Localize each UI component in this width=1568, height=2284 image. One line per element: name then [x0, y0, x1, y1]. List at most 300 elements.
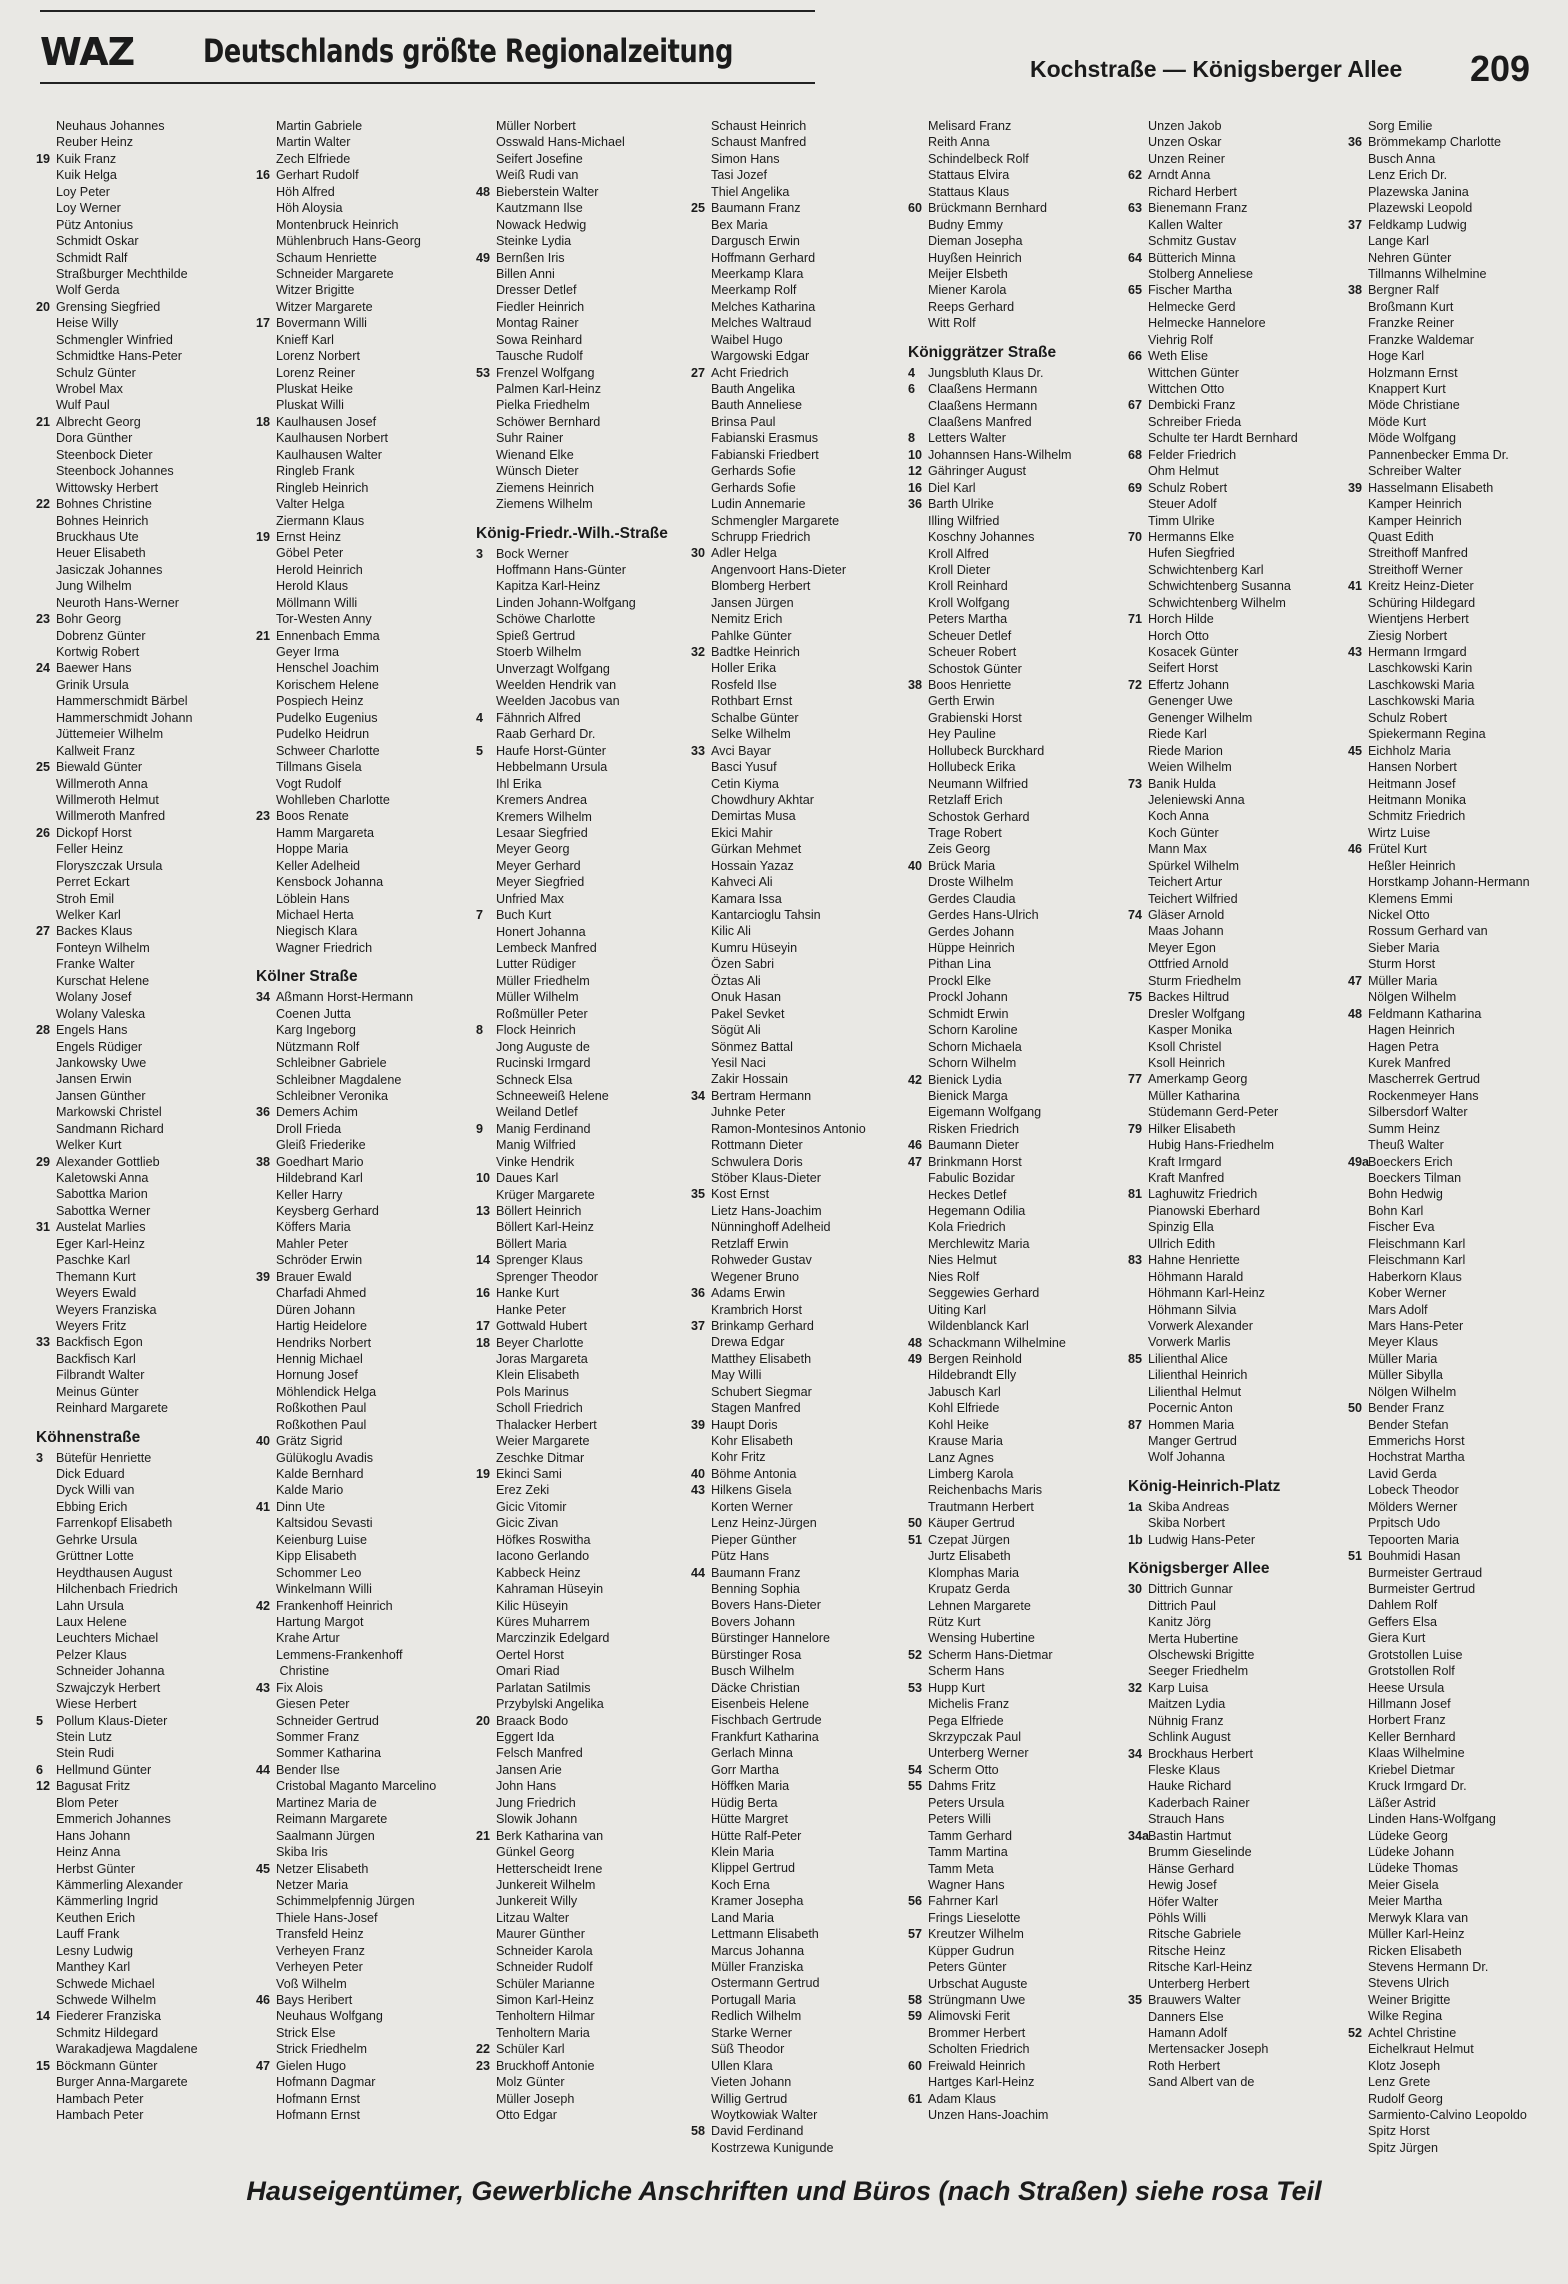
resident-name: Nemitz Erich — [711, 612, 783, 627]
resident-name: Backfisch Egon — [56, 1335, 143, 1350]
resident-name: Linden Hans-Wolfgang — [1368, 1812, 1496, 1827]
resident-entry — [691, 348, 896, 364]
resident-name: Schleibner Magdalene — [276, 1072, 402, 1087]
resident-name: Heise Willy — [56, 316, 119, 331]
house-number: 63 — [1128, 201, 1143, 216]
resident-entry — [1128, 710, 1333, 726]
resident-entry — [36, 1334, 241, 1350]
resident-entry — [476, 1828, 681, 1844]
resident-name: Krause Maria — [928, 1434, 1003, 1449]
resident-name: Schaum Henriette — [276, 250, 377, 265]
resident-entry — [36, 2025, 241, 2041]
resident-entry — [691, 1400, 896, 1416]
resident-name: Bock Werner — [496, 546, 569, 561]
resident-name: Hasselmann Elisabeth — [1368, 480, 1494, 495]
resident-name: Schulz Günter — [56, 365, 136, 380]
resident-entry — [1348, 759, 1558, 775]
resident-entry — [908, 1778, 1113, 1794]
resident-entry — [36, 250, 241, 266]
resident-entry — [1128, 151, 1333, 167]
resident-name: Hornung Josef — [276, 1368, 358, 1383]
resident-entry — [908, 546, 1113, 562]
resident-name: Berk Katharina van — [496, 1828, 604, 1843]
house-number: 52 — [908, 1647, 923, 1662]
resident-name: Retzlaff Erwin — [711, 1236, 789, 1251]
resident-name: Freiwald Heinrich — [928, 2058, 1026, 2073]
resident-name: Bouhmidi Hasan — [1368, 1549, 1461, 1564]
resident-entry — [36, 184, 241, 200]
resident-entry — [476, 2008, 681, 2024]
resident-entry — [1128, 381, 1333, 397]
resident-name: Gerdes Claudia — [928, 891, 1016, 906]
resident-entry — [908, 299, 1113, 315]
resident-entry — [908, 1680, 1113, 1696]
resident-entry — [476, 1515, 681, 1531]
resident-entry — [1128, 529, 1333, 545]
resident-name: Koch Anna — [1148, 809, 1209, 824]
resident-name: Däcke Christian — [711, 1680, 800, 1695]
resident-name: Müller Maria — [1368, 1351, 1438, 1366]
resident-entry — [1348, 710, 1558, 726]
street-heading: König-Friedr.-Wilh.-Straße — [476, 524, 668, 542]
resident-entry — [1128, 1154, 1333, 1170]
resident-entry — [691, 677, 896, 693]
resident-entry — [476, 1959, 681, 1975]
resident-entry — [908, 1104, 1113, 1120]
resident-entry — [256, 1959, 461, 1975]
resident-entry — [1128, 858, 1333, 874]
resident-entry — [256, 1400, 461, 1416]
resident-name: Jungsbluth Klaus Dr. — [928, 365, 1044, 380]
resident-entry — [1128, 414, 1333, 430]
resident-entry — [691, 545, 896, 561]
resident-name: Hufen Siegfried — [1148, 546, 1235, 561]
resident-name: Höhmann Harald — [1148, 1269, 1244, 1284]
resident-name: Höh Aloysia — [276, 201, 343, 216]
house-number: 53 — [908, 1680, 923, 1695]
resident-entry — [36, 660, 241, 676]
resident-entry — [1348, 1449, 1558, 1465]
resident-name: Sandmann Richard — [56, 1121, 164, 1136]
resident-name: Pospiech Heinz — [276, 694, 364, 709]
resident-name: Müller Maria — [1368, 973, 1438, 988]
resident-name: Simon Hans — [711, 151, 780, 166]
resident-name: Thiel Angelika — [711, 184, 790, 199]
resident-entry — [1128, 726, 1333, 742]
resident-entry — [1128, 562, 1333, 578]
house-number: 19 — [256, 529, 271, 544]
resident-name: Tamm Meta — [928, 1861, 994, 1876]
resident-entry — [691, 644, 896, 660]
resident-name: Fischer Martha — [1148, 283, 1232, 298]
resident-name: Bütterich Minna — [1148, 250, 1236, 265]
resident-name: Düren Johann — [276, 1302, 356, 1317]
resident-entry — [36, 1992, 241, 2008]
resident-entry — [1348, 1943, 1558, 1959]
resident-entry — [1128, 217, 1333, 233]
resident-entry — [256, 1630, 461, 1646]
resident-name: Müller Joseph — [496, 2091, 575, 2106]
house-number: 3 — [36, 1450, 44, 1465]
resident-name: Osswald Hans-Michael — [496, 135, 625, 150]
resident-entry — [1128, 1318, 1333, 1334]
resident-name: Jong Auguste de — [496, 1039, 590, 1054]
resident-name: Basci Yusuf — [711, 760, 777, 775]
resident-name: Skiba Andreas — [1148, 1499, 1230, 1514]
resident-entry — [476, 1910, 681, 1926]
resident-entry — [1128, 891, 1333, 907]
resident-entry — [1348, 1400, 1558, 1416]
resident-entry — [476, 677, 681, 693]
resident-entry — [908, 1532, 1113, 1548]
house-number: 85 — [1128, 1351, 1143, 1366]
resident-entry — [691, 151, 896, 167]
resident-name: Hildebrand Karl — [276, 1171, 363, 1186]
resident-entry — [1348, 1269, 1558, 1285]
house-number: 50 — [1348, 1401, 1363, 1416]
resident-name: Dembicki Franz — [1148, 398, 1236, 413]
resident-entry — [908, 1630, 1113, 1646]
resident-entry — [908, 1400, 1113, 1416]
resident-entry — [256, 447, 461, 463]
resident-name: Lenz Heinz-Jürgen — [711, 1516, 817, 1531]
house-number: 75 — [1128, 990, 1143, 1005]
resident-name: Hoppe Maria — [276, 842, 349, 857]
resident-name: Stöber Klaus-Dieter — [711, 1171, 821, 1185]
resident-entry — [1348, 1515, 1558, 1531]
resident-name: Baumann Dieter — [928, 1138, 1020, 1153]
resident-entry — [908, 1335, 1113, 1351]
resident-name: Adler Helga — [711, 546, 777, 561]
resident-name: Reinhard Margarete — [56, 1401, 169, 1416]
house-number: 41 — [1348, 579, 1363, 594]
resident-name: Sprenger Klaus — [496, 1253, 583, 1268]
resident-entry — [908, 907, 1113, 923]
resident-name: Fähnrich Alfred — [496, 710, 581, 725]
resident-entry — [908, 644, 1113, 660]
resident-name: Meyer Gerhard — [496, 858, 581, 873]
resident-name: Ebbing Erich — [56, 1499, 128, 1514]
house-number: 41 — [256, 1499, 271, 1514]
resident-entry — [908, 250, 1113, 266]
resident-name: Pollum Klaus-Dieter — [56, 1713, 168, 1728]
resident-name: Winkelmann Willi — [276, 1582, 372, 1597]
resident-entry — [1348, 545, 1558, 561]
resident-entry — [1128, 1680, 1333, 1696]
resident-name: Hoffmann Hans-Günter — [496, 562, 626, 577]
resident-name: Karg Ingeborg — [276, 1023, 356, 1038]
resident-entry — [1128, 1910, 1333, 1926]
resident-name: Gottwald Hubert — [496, 1319, 587, 1334]
resident-name: Molz Günter — [496, 2075, 565, 2090]
house-number: 25 — [36, 760, 51, 775]
resident-name: Hilkens Gisela — [711, 1483, 792, 1498]
resident-name: Gerdes Johann — [928, 924, 1015, 939]
resident-entry — [691, 562, 896, 578]
resident-name: Rothbart Ernst — [711, 694, 793, 709]
resident-name: Kruck Irmgard Dr. — [1368, 1779, 1467, 1794]
resident-name: Unzen Jakob — [1148, 119, 1222, 133]
resident-entry — [1128, 332, 1333, 348]
resident-entry — [1128, 1351, 1333, 1367]
resident-name: Valter Helga — [276, 497, 345, 512]
resident-name: Pütz Hans — [711, 1549, 770, 1564]
resident-entry — [691, 167, 896, 183]
resident-entry — [1128, 1269, 1333, 1285]
resident-entry — [1128, 1433, 1333, 1449]
resident-entry — [908, 661, 1113, 677]
resident-name: Hupp Kurt — [928, 1680, 985, 1695]
resident-entry — [476, 217, 681, 233]
resident-name: Ennenbach Emma — [276, 628, 380, 643]
resident-name: Helmecke Hannelore — [1148, 316, 1266, 331]
resident-name: Ohm Helmut — [1148, 464, 1219, 479]
resident-name: Riede Karl — [1148, 727, 1207, 742]
resident-entry — [691, 660, 896, 676]
resident-name: Matthey Elisabeth — [711, 1351, 812, 1366]
resident-entry — [476, 1581, 681, 1597]
directory-column-3 — [476, 118, 681, 2124]
resident-name: Weyers Ewald — [56, 1286, 137, 1301]
resident-name: Höhmann Karl-Heinz — [1148, 1286, 1265, 1301]
resident-name: Lehnen Margarete — [928, 1598, 1031, 1613]
resident-name: Mars Hans-Peter — [1368, 1318, 1464, 1333]
resident-entry — [256, 1614, 461, 1630]
resident-name: Grinik Ursula — [56, 677, 129, 692]
resident-name: Welker Karl — [56, 908, 121, 922]
resident-entry — [1348, 217, 1558, 233]
resident-name: Boos Renate — [276, 809, 349, 824]
resident-entry — [1128, 1006, 1333, 1022]
resident-name: Schimmelpfennig Jürgen — [276, 1894, 415, 1909]
resident-entry — [476, 1647, 681, 1663]
resident-entry — [256, 134, 461, 150]
resident-name: Spiekermann Regina — [1368, 727, 1486, 742]
resident-name: Tamm Gerhard — [928, 1828, 1012, 1843]
resident-name: Unzen Reiner — [1148, 151, 1226, 166]
resident-name: Eggert Ida — [496, 1730, 555, 1744]
resident-entry — [1128, 1022, 1333, 1038]
resident-name: Hanke Kurt — [496, 1286, 559, 1301]
resident-entry — [256, 365, 461, 381]
resident-entry — [256, 1137, 461, 1153]
resident-name: Nowack Hedwig — [496, 217, 587, 232]
resident-entry — [1128, 1598, 1333, 1614]
resident-entry — [1128, 282, 1333, 298]
resident-entry — [1348, 644, 1558, 660]
resident-name: Thalacker Herbert — [496, 1417, 597, 1432]
resident-name: Zakir Hossain — [711, 1072, 788, 1087]
resident-name: Franzke Waldemar — [1368, 332, 1474, 347]
resident-name: Ihl Erika — [496, 776, 542, 791]
resident-entry — [1128, 1186, 1333, 1202]
resident-entry — [691, 1006, 896, 1022]
house-number: 34 — [1128, 1746, 1143, 1761]
resident-entry — [1348, 2074, 1558, 2090]
resident-name: Schmitz Friedrich — [1368, 809, 1466, 824]
resident-name: Nehren Günter — [1368, 250, 1452, 265]
resident-name: Baumann Franz — [711, 1565, 801, 1580]
resident-name: Schackmann Wilhelmine — [928, 1335, 1066, 1350]
house-number: 19 — [476, 1467, 491, 1481]
resident-name: Willmeroth Manfred — [56, 809, 166, 824]
resident-name: Alexander Gottlieb — [56, 1154, 160, 1169]
resident-entry — [476, 414, 681, 430]
resident-entry — [256, 1318, 461, 1334]
resident-entry — [1128, 1104, 1333, 1120]
resident-entry — [908, 924, 1113, 940]
resident-name: Wagner Friedrich — [276, 940, 373, 955]
resident-entry — [36, 726, 241, 742]
resident-entry — [1348, 1006, 1558, 1022]
house-number: 60 — [908, 2058, 923, 2073]
resident-entry — [476, 1335, 681, 1351]
resident-entry — [1348, 989, 1558, 1005]
resident-name: Scherm Hans — [928, 1664, 1005, 1679]
resident-entry — [256, 726, 461, 742]
house-number: 35 — [1128, 1993, 1143, 2008]
resident-name: Felder Friedrich — [1148, 447, 1237, 462]
resident-entry — [476, 1548, 681, 1564]
resident-entry — [476, 743, 681, 759]
resident-entry — [476, 595, 681, 611]
resident-entry — [256, 529, 461, 545]
house-number: 46 — [908, 1138, 923, 1153]
resident-entry — [256, 1433, 461, 1449]
resident-entry — [1128, 1417, 1333, 1433]
resident-entry — [908, 1745, 1113, 1761]
resident-entry — [36, 397, 241, 413]
resident-entry — [36, 1071, 241, 1087]
resident-entry — [36, 1384, 241, 1400]
resident-name: Thiele Hans-Josef — [276, 1910, 378, 1925]
resident-entry — [1348, 1663, 1558, 1679]
resident-entry — [256, 1861, 461, 1877]
house-number: 21 — [36, 414, 51, 429]
resident-name: Gläser Arnold — [1148, 908, 1225, 922]
resident-entry — [691, 693, 896, 709]
resident-entry — [691, 1614, 896, 1630]
resident-entry — [691, 726, 896, 742]
resident-name: Skiba Norbert — [1148, 1516, 1225, 1531]
resident-entry — [36, 1170, 241, 1186]
resident-entry — [1128, 792, 1333, 808]
resident-name: Brommer Herbert — [928, 2025, 1026, 2040]
resident-name: Möhlendick Helga — [276, 1384, 377, 1399]
resident-entry — [691, 1285, 896, 1301]
resident-name: Stroh Emil — [56, 891, 115, 906]
resident-name: Chowdhury Akhtar — [711, 792, 814, 807]
resident-name: Bovermann Willi — [276, 316, 367, 331]
resident-entry — [476, 1022, 681, 1038]
resident-entry — [1348, 1499, 1558, 1515]
resident-name: Schulz Robert — [1368, 710, 1448, 725]
resident-entry — [691, 759, 896, 775]
resident-entry — [691, 332, 896, 348]
resident-entry — [36, 1614, 241, 1630]
resident-entry — [691, 1449, 896, 1465]
resident-name: Kurschat Helene — [56, 973, 150, 988]
resident-entry — [908, 430, 1113, 446]
resident-name: Sturm Friedhelm — [1148, 973, 1242, 988]
house-number: 22 — [476, 2042, 491, 2057]
resident-name: Kahraman Hüseyin — [496, 1582, 604, 1597]
resident-name: Juhnke Peter — [711, 1105, 786, 1120]
resident-entry — [908, 463, 1113, 479]
resident-name: Pithan Lina — [928, 957, 992, 972]
resident-name: Wientjens Herbert — [1368, 612, 1469, 627]
resident-name: Wolany Josef — [56, 990, 132, 1005]
resident-name: Illing Wilfried — [928, 513, 1000, 528]
resident-entry — [1348, 841, 1558, 857]
resident-name: Timm Ulrike — [1148, 513, 1215, 528]
resident-name: Schmitz Gustav — [1148, 234, 1237, 249]
resident-name: Möde Christiane — [1368, 398, 1460, 413]
resident-entry — [1128, 1877, 1333, 1893]
resident-name: Schulte ter Hardt Bernhard — [1148, 431, 1298, 446]
resident-entry — [36, 792, 241, 808]
resident-entry — [1128, 808, 1333, 824]
resident-entry — [256, 200, 461, 216]
resident-entry — [908, 825, 1113, 841]
resident-entry — [1128, 759, 1333, 775]
resident-entry — [36, 989, 241, 1005]
street-heading: König-Heinrich-Platz — [1128, 1477, 1281, 1495]
house-number: 47 — [1348, 973, 1363, 988]
resident-entry — [691, 217, 896, 233]
resident-name: Heese Ursula — [1368, 1680, 1445, 1695]
resident-entry — [1348, 628, 1558, 644]
resident-entry — [1128, 1729, 1333, 1745]
resident-entry — [908, 1828, 1113, 1844]
resident-entry — [476, 644, 681, 660]
house-number: 73 — [1128, 776, 1143, 791]
house-number: 48 — [1348, 1006, 1363, 1021]
resident-name: Iacono Gerlando — [496, 1549, 590, 1564]
resident-name: Schmidt Erwin — [928, 1006, 1009, 1021]
resident-entry — [1128, 578, 1333, 594]
resident-name: Wittowsky Herbert — [56, 480, 159, 495]
resident-name: Lüdeke Thomas — [1368, 1861, 1459, 1876]
resident-entry — [691, 447, 896, 463]
resident-entry — [908, 2091, 1113, 2107]
resident-name: Danners Else — [1148, 2009, 1224, 2024]
resident-name: Sönmez Battal — [711, 1039, 793, 1054]
house-number: 25 — [691, 201, 706, 216]
resident-name: Seeger Friedhelm — [1148, 1664, 1249, 1679]
resident-entry — [476, 1039, 681, 1055]
resident-entry — [476, 1351, 681, 1367]
resident-entry — [36, 2091, 241, 2107]
resident-name: Stein Lutz — [56, 1730, 113, 1744]
resident-entry — [691, 874, 896, 890]
resident-entry — [1128, 480, 1333, 496]
resident-entry — [1348, 923, 1558, 939]
resident-name: Stolberg Anneliese — [1148, 266, 1254, 281]
resident-name: Prpitsch Udo — [1368, 1516, 1441, 1531]
resident-entry — [691, 2008, 896, 2024]
resident-entry — [36, 1680, 241, 1696]
resident-entry — [256, 233, 461, 249]
resident-entry — [1348, 2140, 1558, 2156]
resident-name: Czepat Jürgen — [928, 1532, 1010, 1547]
resident-entry — [691, 2074, 896, 2090]
resident-entry — [1128, 989, 1333, 1005]
resident-name: Streithoff Manfred — [1368, 546, 1468, 561]
resident-name: Saalmann Jürgen — [276, 1828, 375, 1843]
resident-name: Drewa Edgar — [711, 1335, 785, 1350]
resident-name: Hollubeck Burckhard — [928, 743, 1045, 758]
